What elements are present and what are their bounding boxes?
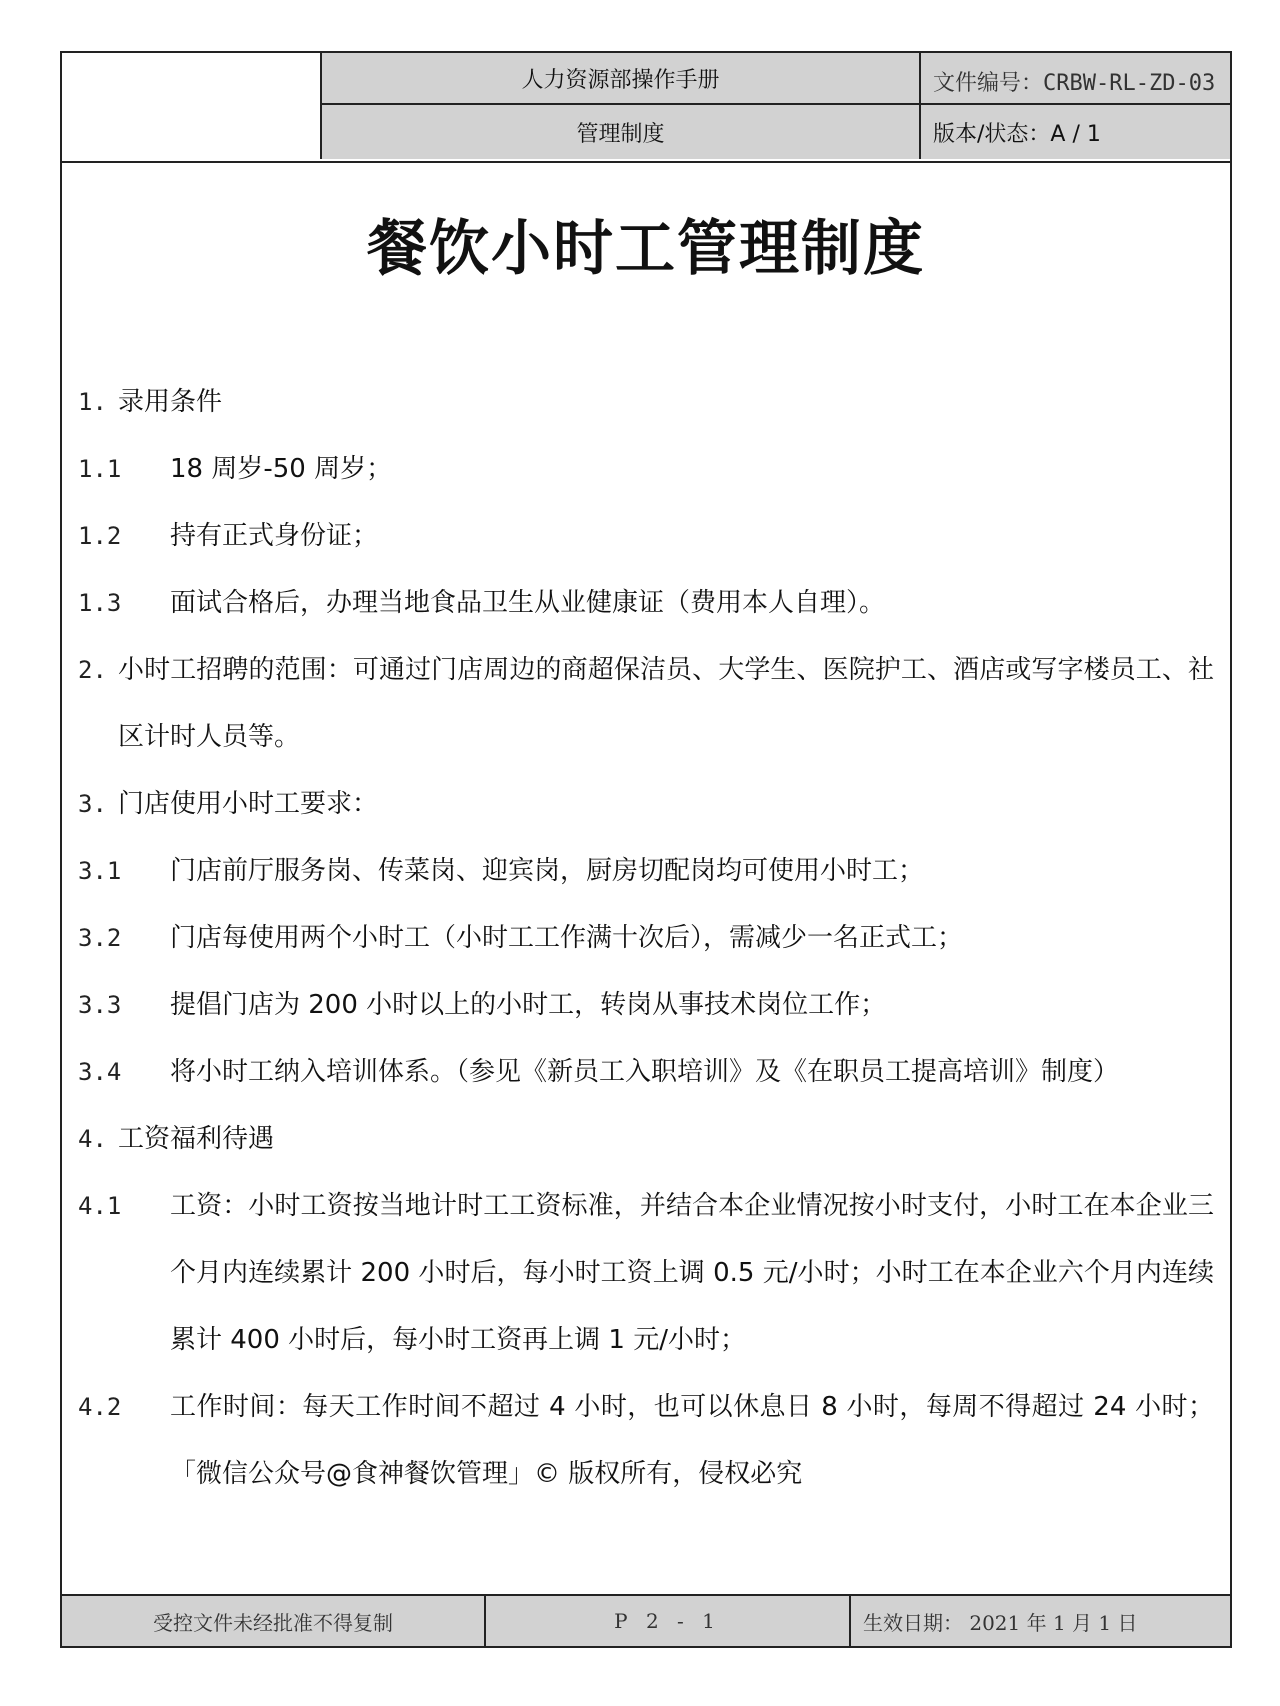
clause-text: 门店每使用两个小时工（小时工工作满十次后），需减少一名正式工；	[170, 923, 964, 953]
clause-number: 4.2	[78, 1393, 122, 1421]
clause-number: 2.	[78, 656, 107, 684]
page-number: P 2 - 1	[486, 1596, 851, 1646]
clause-number: 3.3	[78, 991, 122, 1019]
clause-text: 持有正式身份证；	[170, 521, 379, 551]
effective-date: 生效日期： 2021 年 1 月 1 日	[863, 1610, 1138, 1635]
clause-number: 3.	[78, 790, 107, 818]
clause-number: 3.4	[78, 1058, 122, 1086]
manual-title: 人力资源部操作手册	[322, 53, 921, 105]
clause-text: 提倡门店为 200 小时以上的小时工，转岗从事技术岗位工作；	[170, 990, 887, 1020]
copy-notice: 受控文件未经批准不得复制	[62, 1596, 486, 1646]
clause-number: 1.2	[78, 522, 122, 550]
clause-1-3	[78, 570, 1214, 637]
clause-text: 面试合格后，办理当地食品卫生从业健康证（费用本人自理）。	[170, 588, 886, 618]
clause-text: 工资福利待遇	[118, 1124, 275, 1154]
clause-text: 录用条件	[118, 387, 223, 417]
clause-1	[78, 369, 1214, 436]
clause-3-1	[78, 838, 1214, 905]
clause-1-1	[78, 436, 1214, 503]
clause-text: 将小时工纳入培训体系。（参见《新员工入职培训》及《在职员工提高培训》制度）	[170, 1057, 1120, 1087]
document-header	[62, 53, 1230, 163]
document-frame	[60, 51, 1232, 1648]
clause-number: 3.1	[78, 857, 122, 885]
document-footer	[62, 1594, 1230, 1646]
page-title: 餐饮小时工管理制度	[367, 214, 925, 284]
clause-number: 1.1	[78, 455, 122, 483]
clause-1-2	[78, 503, 1214, 570]
clause-2	[78, 637, 1214, 771]
doc-category: 管理制度	[322, 105, 921, 159]
clause-number: 1.3	[78, 589, 122, 617]
clause-3-4	[78, 1039, 1214, 1106]
clause-text: 门店使用小时工要求：	[118, 789, 379, 819]
clause-number: 4.	[78, 1125, 107, 1153]
doc-number: 文件编号：CRBW-RL-ZD-03	[921, 53, 1230, 105]
clause-number: 1.	[78, 388, 107, 416]
clause-text: 18 周岁-50 周岁；	[170, 454, 393, 484]
doc-version: 版本/状态：A / 1	[921, 105, 1230, 159]
document-body	[78, 369, 1214, 1508]
clause-text: 工作时间：每天工作时间不超过 4 小时，也可以休息日 8 小时，每周不得超过 24 小时；「微信公众号@食神餐饮管理」© 版权所有，侵权必究	[170, 1392, 1214, 1489]
clause-number: 4.1	[78, 1192, 122, 1220]
logo-cell	[62, 53, 322, 159]
clause-4-2	[78, 1374, 1214, 1508]
clause-3	[78, 771, 1214, 838]
clause-4-1	[78, 1173, 1214, 1374]
clause-3-3	[78, 972, 1214, 1039]
clause-3-2	[78, 905, 1214, 972]
clause-text: 门店前厅服务岗、传菜岗、迎宾岗，厨房切配岗均可使用小时工；	[170, 856, 925, 886]
clause-4	[78, 1106, 1214, 1173]
clause-text: 工资：小时工资按当地计时工工资标准，并结合本企业情况按小时支付，小时工在本企业三个月内连续累计 200 小时后，每小时工资上调 0.5 元/小时；小时工在本企业六个月内连续累计 400 小时后，每小时工资再上调 1 元/小时；	[170, 1191, 1214, 1355]
clause-text: 小时工招聘的范围：可通过门店周边的商超保洁员、大学生、医院护工、酒店或写字楼员工、社区计时人员等。	[118, 655, 1214, 752]
clause-number: 3.2	[78, 924, 122, 952]
